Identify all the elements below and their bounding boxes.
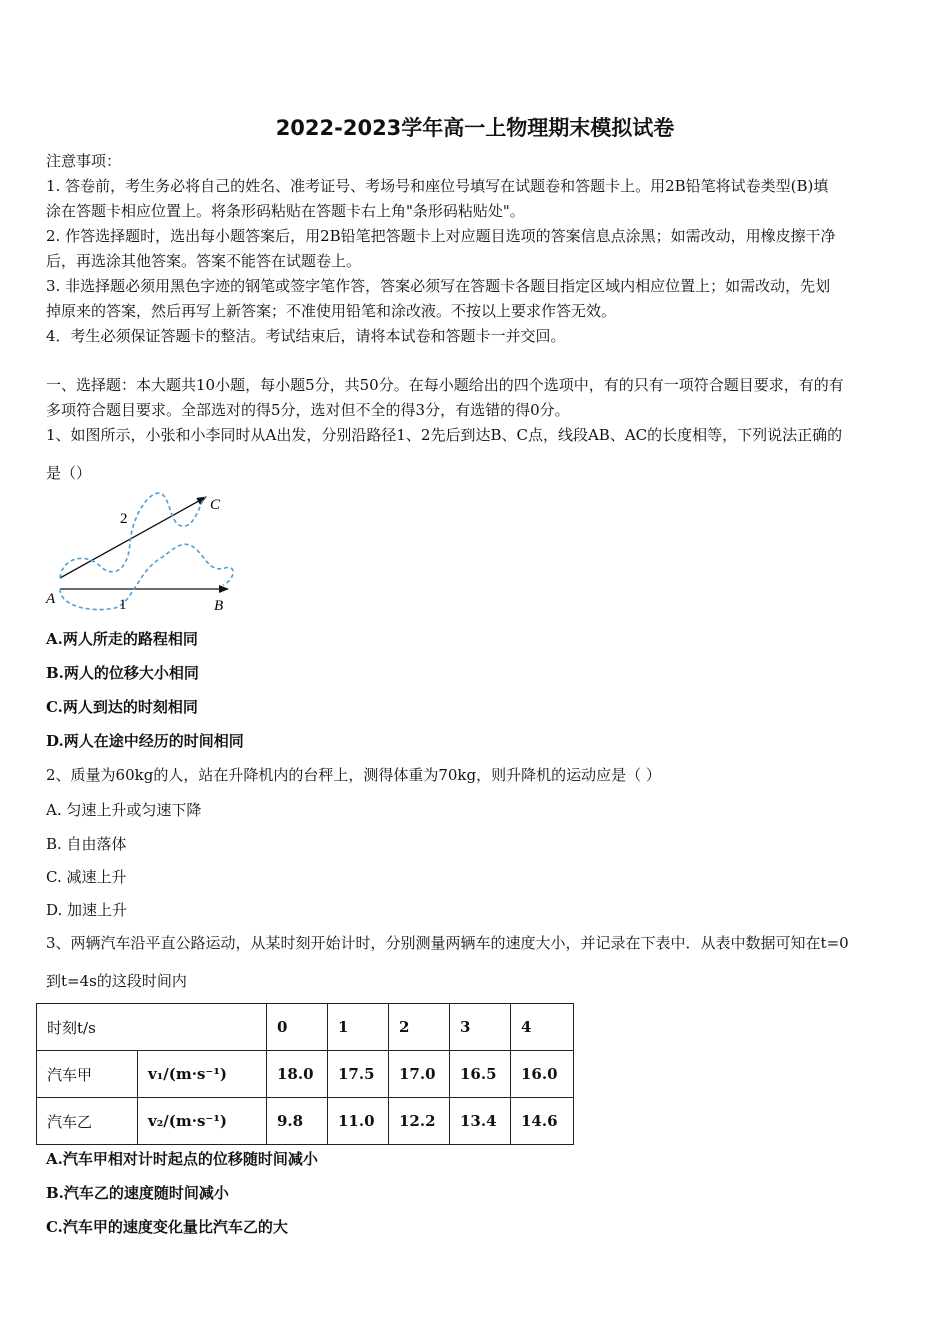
notice-line: 3. 非选择题必须用黑色字迹的钢笔或签字笔作答，答案必须写在答题卡各题目指定区域内相应位置上；如需改动，先划 [46,277,831,295]
notice-line: 1. 答卷前，考生务必将自己的姓名、准考证号、考场号和座位号填写在试题卷和答题卡上。用2B铅笔将试卷类型(B)填 [46,177,829,195]
table-row [37,1051,574,1098]
table-cell: v₂/(m·s⁻¹) [138,1098,267,1145]
speed-table [36,1003,574,1145]
table-cell: 3 [450,1004,511,1051]
table-cell: 0 [267,1004,328,1051]
question-2-option: A. 匀速上升或匀速下降 [46,801,202,819]
question-1-stem: 是（） [46,464,92,482]
question-2-option: B. 自由落体 [46,835,127,853]
table-cell: 16.0 [511,1051,574,1098]
question-1-stem: 1、如图所示，小张和小李同时从A出发，分别沿路径1、2先后到达B、C点，线段AB、AC的长度相等，下列说法正确的 [46,426,843,444]
question-3-stem: 3、两辆汽车沿平直公路运动，从某时刻开始计时，分别测量两辆车的速度大小，并记录在下表中．从表中数据可知在t=0 [46,934,849,952]
section-instructions: 一、选择题：本大题共10小题，每小题5分，共50分。在每小题给出的四个选项中，有的只有一项符合题目要求，有的有 [46,376,844,394]
question-1-option: B.两人的位移大小相同 [46,664,199,682]
table-cell: 1 [328,1004,389,1051]
question-1-option: D.两人在途中经历的时间相同 [46,732,244,750]
path-diagram [40,488,240,618]
table-cell: 16.5 [450,1051,511,1098]
table-cell: 汽车乙 [37,1098,138,1145]
question-3-option: B.汽车乙的速度随时间减小 [46,1184,229,1202]
table-cell: 9.8 [267,1098,328,1145]
point-c-label: C [210,497,221,513]
notice-line: 2. 作答选择题时，选出每小题答案后，用2B铅笔把答题卡上对应题目选项的答案信息点涂黑；如需改动，用橡皮擦干净 [46,227,836,245]
table-cell: 12.2 [389,1098,450,1145]
question-3-option: C.汽车甲的速度变化量比汽车乙的大 [46,1218,288,1236]
table-cell: 11.0 [328,1098,389,1145]
table-cell: 13.4 [450,1098,511,1145]
question-2-option: D. 加速上升 [46,901,128,919]
notice-line: 后，再选涂其他答案。答案不能答在试题卷上。 [46,252,362,270]
notice-line: 涂在答题卡相应位置上。将条形码粘贴在答题卡右上角"条形码粘贴处"。 [46,202,525,220]
path-2-label: 2 [120,511,128,527]
question-3-option: A.汽车甲相对计时起点的位移随时间减小 [46,1150,318,1168]
path-1-curve [60,544,233,609]
section-instructions: 多项符合题目要求。全部选对的得5分，选对但不全的得3分，有选错的得0分。 [46,401,570,419]
notice-line: 4．考生必须保证答题卡的整洁。考试结束后，请将本试卷和答题卡一并交回。 [46,327,566,345]
table-cell: 18.0 [267,1051,328,1098]
path-1-label: 1 [119,597,127,613]
question-3-stem: 到t=4s的这段时间内 [46,972,187,990]
table-cell: 17.0 [389,1051,450,1098]
question-1-option: C.两人到达的时刻相同 [46,698,198,716]
question-1-option: A.两人所走的路程相同 [46,630,198,648]
table-cell: 4 [511,1004,574,1051]
point-a-label: A [46,591,56,607]
segment-ac [60,497,206,578]
table-cell: 14.6 [511,1098,574,1145]
table-row [37,1098,574,1145]
table-cell: 2 [389,1004,450,1051]
table-cell: 17.5 [328,1051,389,1098]
notice-line: 掉原来的答案，然后再写上新答案；不准使用铅笔和涂改液。不按以上要求作答无效。 [46,302,617,320]
question-2-option: C. 减速上升 [46,868,127,886]
table-cell: 汽车甲 [37,1051,138,1098]
table-row [37,1004,574,1051]
page-title: 2022-2023学年高一上物理期末模拟试卷 [275,116,675,140]
table-header-label: 时刻t/s [37,1004,267,1051]
notice-heading: 注意事项： [46,152,122,170]
question-2-stem: 2、质量为60kg的人，站在升降机内的台秤上，测得体重为70kg，则升降机的运动应是（ ） [46,766,661,784]
point-b-label: B [214,598,224,614]
table-cell: v₁/(m·s⁻¹) [138,1051,267,1098]
